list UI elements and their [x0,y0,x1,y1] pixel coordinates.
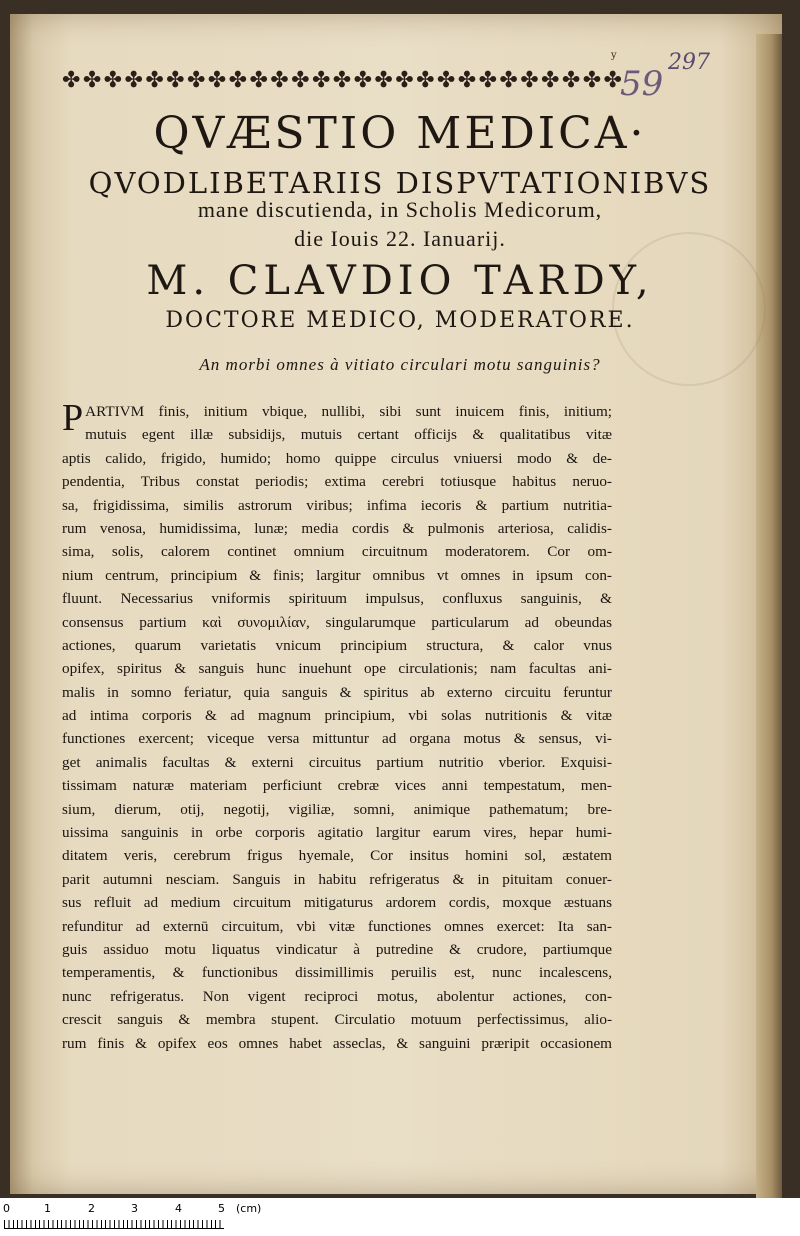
text-line: aptis calido, frigido, humido; homo quippe circulus vniuersi modo & de- [62,449,612,467]
fleuron-ornament-icon: ✤ [82,68,102,93]
text-line: fluunt. Necessarius vniformis spirituum impulsus, confluxus sanguinis, & [62,590,612,608]
fleuron-ornament-icon: ✤ [291,68,310,93]
text-line: sima, solis, calorem continet omnium circuitnum moderatorem. Cor om- [62,543,612,561]
fleuron-ornament-icon: ✤ [186,68,206,93]
text-line: consensus partium καὶ συνομιλίαν, singularumque particularum ad obeundas [62,613,612,631]
text-line: crescit sanguis & membra stupent. Circulatio motuum perfectissimus, alio- [62,1011,612,1029]
ruler-label: 2 [88,1202,95,1215]
manuscript-number: 297 [668,50,710,75]
text-line: functiones exercent; viceque versa mittuntur ad organa motus & sensus, vi- [62,730,612,748]
ruler-unit: (cm) [236,1202,262,1215]
ruler-labels [0,1202,260,1216]
fleuron-ornament-icon: ✤ [332,68,352,93]
folio-number: 59 [620,64,664,104]
text-line: nium centrum, principium & finis; largitur omnibus vt omnes in ipsum con- [62,566,612,584]
text-line: ditatem veris, cerebrum frigus hyemale, Cor insitus homini sol, æstatem [62,847,612,865]
ruler-label: 0 [3,1202,10,1215]
fleuron-ornament-icon: ✤ [395,68,414,93]
fleuron-ornament-icon: ✤ [478,68,497,93]
ruler-label: 3 [131,1202,138,1215]
text-line: rum venosa, humidissima, lunæ; media cordis & pulmonis arteriosa, calidis- [62,519,612,537]
text-line: sa, frigidissima, similis astrorum viribus; infima iecoris & partium nutritia- [62,496,612,514]
text-line: ad intima corporis & ad magnum principium, vbi solas nutritionis & vitæ [62,707,612,725]
title-questio: QVÆSTIO MEDICA· [153,108,647,159]
fleuron-ornament-icon: ✤ [62,68,81,93]
text-line: sium, dierum, otij, negotij, vigiliæ, somni, animique pathematum; bre- [62,800,612,818]
fleuron-ornament-icon: ✤ [561,68,581,93]
fleuron-ornament-icon: ✤ [145,68,164,93]
text-line: malis in somno feriatur, quia sanguis & spiritus ab externo circuitu feruntur [62,683,612,701]
fleuron-ornament-icon: ✤ [124,68,143,93]
text-line: mutuis egent illæ subsidijs, mutuis certant officijs & qualitatibus vitæ [85,426,612,444]
text-line: ARTIVM finis, initium vbique, nullibi, sibi sunt inuicem finis, initium; [85,403,612,420]
fleuron-ornament-icon: ✤ [457,68,477,93]
question-line: An morbi omnes à vitiato circulari motu sanguinis? [199,355,601,374]
title-moderator-role: DOCTORE MEDICO, MODERATORE. [165,308,635,333]
fleuron-ornament-icon: ✤ [249,68,268,93]
text-line: refunditur ad externū circuitum, vbi vitæ functiones omnes exercet: Ita san- [62,917,612,935]
ruler-label: 4 [175,1202,182,1215]
fleuron-ornament-icon: ✤ [374,68,393,93]
body-text [62,397,612,1055]
fleuron-ornament-icon: ✤ [353,68,373,93]
fleuron-ornament-icon: ✤ [207,68,227,93]
fleuron-ornament-icon: ✤ [603,68,622,93]
ruler-label: 5 [218,1202,225,1215]
ornament-band [62,62,622,100]
title-mane: mane discutienda, in Scholis Medicorum, [197,197,603,222]
text-line: tissimam naturæ materiam perficiunt crebræ vices anni tempestatum, men- [62,777,612,795]
ruler-label: 1 [44,1202,51,1215]
text-line: rum finis & opifex eos omnes habet asseclas, & sanguini præripit occasionem [62,1034,612,1052]
scale-ruler [0,1198,800,1236]
text-line: temperamentis, & functionibus dissimillimis peruilis est, nunc incalescens, [62,964,612,982]
fleuron-ornament-icon: ✤ [520,68,539,93]
signature-mark: y [611,50,617,61]
fleuron-ornament-icon: ✤ [416,68,435,93]
text-line: nunc refrigeratus. Non vigent reciproci motus, abolentur actiones, con- [62,987,612,1005]
fleuron-ornament-icon: ✤ [541,68,560,93]
fleuron-ornament-icon: ✤ [436,68,456,93]
text-line: opifex, spiritus & sanguis hunc inuehunt ope circulationis; nam facultas ani- [62,660,612,678]
fleuron-ornament-icon: ✤ [582,68,602,93]
text-line: get animalis facultas & externi circuitus partium nutritio vberior. Exquisi- [62,753,612,771]
fleuron-ornament-icon: ✤ [499,68,518,93]
title-moderator-name: M. CLAVDIO TARDY, [146,258,654,304]
text-line: pendentia, Tribus constat periodis; extima cerebri totiusque habitus neruo- [62,473,612,491]
text-line: guis assiduo motu liquatus vindicatur à putredine & crudore, partiumque [62,940,612,958]
drop-capital: P [62,397,84,439]
fleuron-ornament-icon: ✤ [103,68,123,93]
text-line: parit autumni nesciam. Sanguis in habitu refrigeratus & in pituitam conuer- [62,870,612,888]
ruler-ticks [4,1220,224,1229]
text-line: sus refluit ad medium circuitum mitigaturus ardorem cordis, moxque æstuans [62,894,612,912]
fleuron-ornament-icon: ✤ [270,68,289,93]
title-quodlibetariis: QVODLIBETARIIS DISPVTATIONIBVS [88,166,712,200]
text-line: uissima sanguinis in orbe corporis agitatio largitur earum vires, hepar humi- [62,824,612,842]
fleuron-ornament-icon: ✤ [228,68,248,93]
fleuron-ornament-icon: ✤ [166,68,185,93]
title-date: die Iouis 22. Ianuarij. [294,226,506,251]
text-line: actiones, quarum varietatis vnicum principium structura, & calor vnus [62,636,612,654]
fleuron-ornament-icon: ✤ [311,68,331,93]
